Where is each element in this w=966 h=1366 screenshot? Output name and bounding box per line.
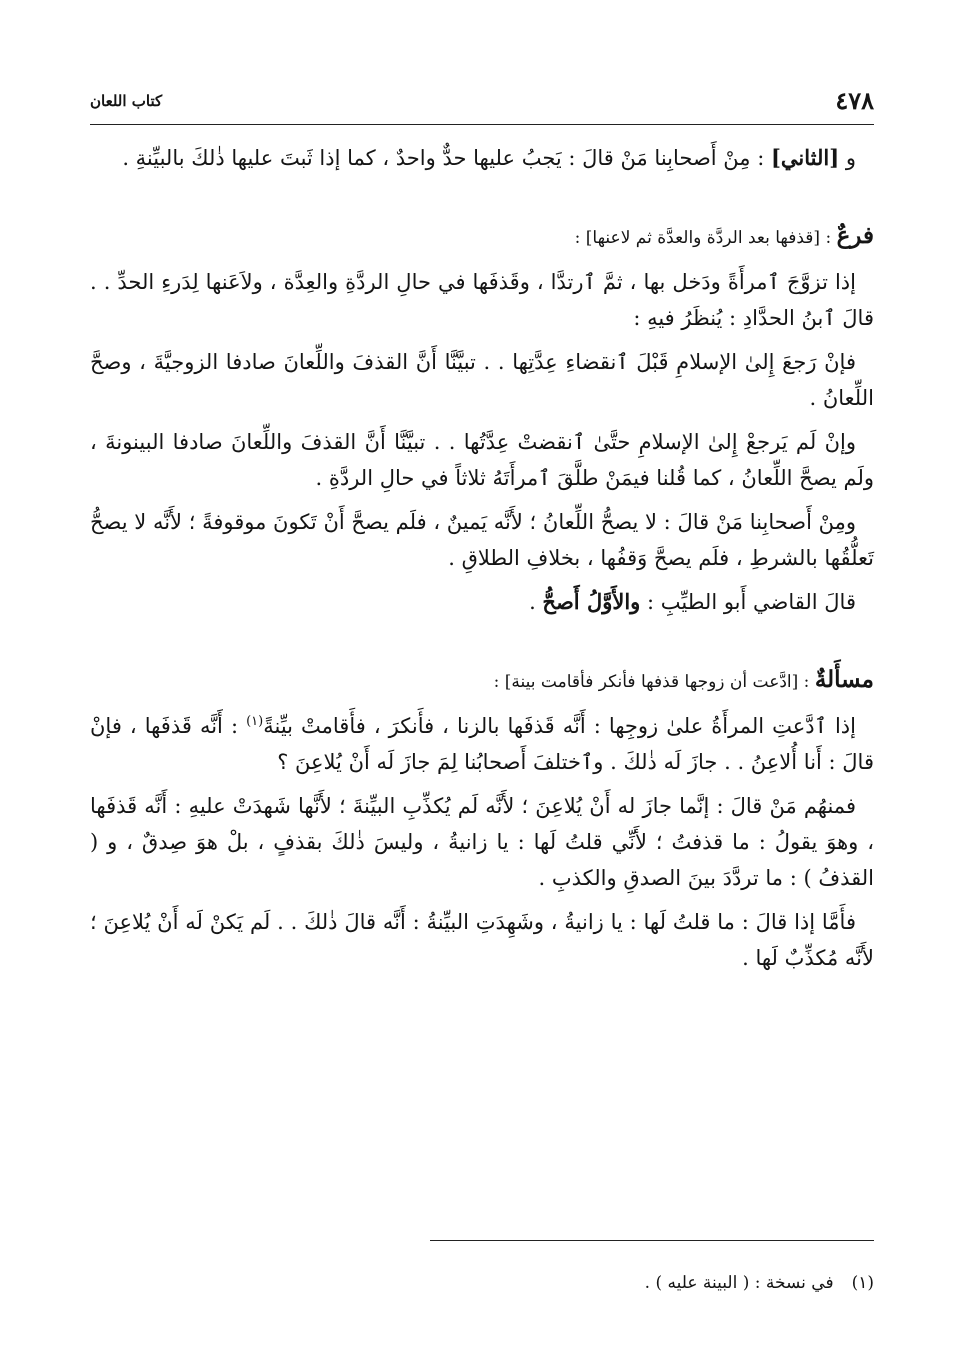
paragraph: فإنْ رَجعَ إِلىٰ الإسلامِ قَبْلَ ٱنقضاءِ عِدَّتِها . . تبيَّنَّا أَنَّ القذفَ واللِّعانَ صادفا الزوجيَّةَ ، وصحَّ اللِّعانُ . <box>90 350 874 410</box>
section-heading-fara <box>90 218 874 256</box>
paragraph-lead: و <box>839 146 856 170</box>
paragraph-with-footnote <box>90 708 874 780</box>
heading-note: : [قذفها بعد الردَّة والعدَّة ثم لاعنها] : <box>574 228 837 248</box>
header-rule <box>90 124 874 125</box>
page-header <box>90 86 874 120</box>
paragraph-text: إذا ٱدَّعتِ المرأَةُ علىٰ زوجِها : أَنَّه قَذفَها بالزنا ، فأَنكرَ ، فأَقامتْ بيِّنةً <box>263 714 856 738</box>
paragraph-qadi-opinion <box>90 584 874 620</box>
keyword-preferred: والأَوَّلُ أَصحُّ <box>542 589 641 614</box>
heading-label: مسأَلةٌ <box>814 666 874 693</box>
paragraph-text: : أَنَّه قَذفَها ، فإنْ قالَ : أَنا أُلاعِنُ . . جازَ لَه ذٰلكَ . وٱختلفَ أَصحابُنا لِمَ جازَ لَه أَنْ يُلاعِنَ ؟ <box>90 714 874 774</box>
running-title: كتاب اللعان <box>90 92 163 110</box>
paragraph-text: قالَ القاضي أَبو الطيِّبِ : <box>640 590 856 614</box>
heading-note: : [ادَّعت أن زوجها قذفها فأنكر فأقامت بينة] : <box>493 672 815 692</box>
book-page <box>90 0 874 1366</box>
page-number: ٤٧٨ <box>835 86 874 115</box>
paragraph: ومِنْ أَصحابِنا مَنْ قالَ : لا يصحُّ اللِّعانُ ؛ لأَنَّه يَمينٌ ، فلَم يصحَّ أَنْ تَكونَ موقوفةً ؛ لأَنَّه لا يصحُّ تَعلُّقُها بالشرطِ ، فلَم يصحَّ وَقفُها ، بخلافِ الطلاقِ . <box>90 510 874 570</box>
footnote-rule <box>430 1240 874 1241</box>
footnote-text: في نسخة : ( البينة عليه ) . <box>644 1273 834 1293</box>
heading-label: فرعٌ <box>836 222 874 249</box>
paragraph: فأَمَّا إذا قالَ : ما قلتُ لَها : يا زانيةُ ، وشَهِدَتِ البيِّنةُ : أَنَّه قالَ ذٰلكَ . . لَم يَكنْ لَه أَنْ يُلاعِنَ ؛ لأَنَّه مُكذِّبٌ لَها . <box>90 910 874 970</box>
paragraph-text: : مِنْ أَصحابِنا مَنْ قالَ : يَجبُ عليها حدٌّ واحدٌ ، كما إذا ثَبتَ عليها ذٰلكَ بالبيِّنةِ . <box>122 146 771 170</box>
footnote-reference[interactable]: (١) <box>246 714 264 729</box>
paragraph: فمنهُم مَنْ قالَ : إنَّما جازَ له أَنْ يُلاعِنَ ؛ لأَنَّه لَم يُكذِّبِ البيِّنةَ ؛ لأَنَّها شَهدَتْ عليهِ : أَنَّه قَذفَها ، وهوَ يقولُ : ما قذفتُ ؛ لأَنِّي قلتُ لَها : يا زانيةُ ، وليسَ ذٰلكَ بقذفٍ ، بلْ هوَ صِدقٌ ، و ( القذفُ ) : ما تردَّدَ بينَ الصدقِ والكذبِ . <box>90 794 874 890</box>
paragraph-end: . <box>529 590 543 614</box>
paragraph: وإنْ لَم يَرجعْ إِلىٰ الإسلامِ حتَّىٰ ٱنقضتْ عِدَّتُها . . تبيَّنَّا أَنَّ القذفَ واللِّعانَ صادفا البينونةَ ، ولَم يصحَّ اللِّعانُ ، كما قُلنا فيمَنْ طلَّقَ ٱمرأَتَهُ ثلاثاً في حالِ الردَّةِ . <box>90 430 874 490</box>
footnote-number: (١) <box>851 1273 874 1293</box>
paragraph: إذا تزوَّجَ ٱمرأَةً ودَخل بها ، ثمَّ ٱرتدَّا ، وقَذفَها في حالِ الردَّةِ والعِدَّة ، ولاَعَنها لِدَرءِ الحدِّ . . قالَ ٱبنُ الحدَّادِ : يُنظَرُ فيهِ : <box>90 270 874 330</box>
page-body <box>90 140 874 976</box>
section-heading-masala <box>90 662 874 700</box>
footnote <box>90 1270 874 1296</box>
keyword-second: [الثاني] <box>770 145 840 170</box>
paragraph-second-opinion <box>90 140 874 176</box>
